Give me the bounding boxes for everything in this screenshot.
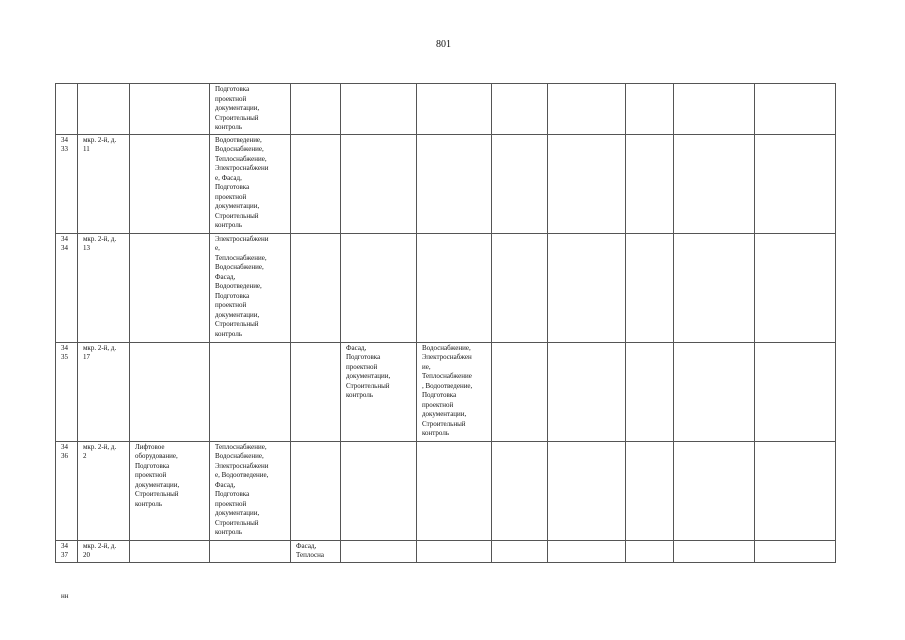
- works-cell-7: [417, 540, 492, 562]
- row-number-cell: [56, 441, 78, 540]
- cell-text-line: документации,: [215, 104, 260, 112]
- address-cell: [78, 134, 130, 233]
- empty-cell: [492, 540, 548, 562]
- empty-cell: [755, 540, 836, 562]
- works-cell-7: [417, 134, 492, 233]
- works-cell-3: [130, 84, 210, 135]
- empty-cell: [492, 84, 548, 135]
- footer-mark: нн: [61, 592, 69, 600]
- cell-text-line: 34: [61, 234, 68, 243]
- cell-text-line: 11: [83, 145, 90, 153]
- cell-text-line: Теплоснабжение,: [215, 154, 267, 163]
- cell-text-line: проектной: [215, 301, 247, 309]
- empty-cell: [755, 233, 836, 342]
- cell-text-line: 34: [61, 244, 68, 252]
- cell-text-line: проектной: [346, 362, 378, 371]
- cell-text-line: контроль: [215, 123, 243, 131]
- cell-text-line: ие,: [422, 362, 431, 371]
- cell-text-line: 34: [61, 541, 68, 550]
- cell-text-line: мкр. 2-й, д.: [83, 343, 117, 352]
- works-cell-6: [341, 134, 417, 233]
- cell-text-line: Строительный: [346, 381, 390, 390]
- cell-text-line: проектной: [135, 471, 167, 479]
- cell-text-line: 33: [61, 145, 68, 153]
- empty-cell: [674, 342, 755, 441]
- cell-text-line: 20: [83, 551, 90, 559]
- empty-cell: [626, 84, 674, 135]
- works-cell-3: [130, 342, 210, 441]
- cell-text-line: Теплоснабжение: [422, 372, 472, 380]
- cell-text-line: документации,: [346, 372, 391, 380]
- cell-text-line: Электроснабжени: [215, 234, 269, 243]
- empty-cell: [548, 342, 626, 441]
- cell-text-line: контроль: [422, 429, 450, 437]
- empty-cell: [492, 441, 548, 540]
- row-number-cell: [56, 134, 78, 233]
- works-cell-3: [130, 134, 210, 233]
- works-cell-3: [130, 233, 210, 342]
- works-cell-6: [341, 342, 417, 441]
- works-cell-3: [130, 540, 210, 562]
- address-cell: [78, 84, 130, 135]
- empty-cell: [548, 233, 626, 342]
- cell-text-line: е,: [215, 244, 220, 252]
- empty-cell: [674, 441, 755, 540]
- cell-text-line: Фасад,: [215, 480, 236, 489]
- cell-text-line: 34: [61, 135, 68, 144]
- cell-text-line: Строительный: [135, 490, 179, 498]
- works-cell-4: [210, 441, 291, 540]
- row-number-cell: [56, 540, 78, 562]
- cell-text-line: Подготовка: [422, 391, 457, 399]
- works-schedule-table: [55, 83, 836, 563]
- works-cell-6: [341, 540, 417, 562]
- cell-text-line: мкр. 2-й, д.: [83, 541, 117, 550]
- works-cell-4: [210, 84, 291, 135]
- cell-text-line: 17: [83, 353, 90, 361]
- cell-text-line: Подготовка: [135, 461, 170, 470]
- works-cell-4: [210, 233, 291, 342]
- works-cell-4: [210, 342, 291, 441]
- cell-text-line: Теплосна: [296, 551, 324, 559]
- empty-cell: [674, 84, 755, 135]
- cell-text-line: е, Фасад,: [215, 173, 242, 182]
- cell-text-line: мкр. 2-й, д.: [83, 442, 117, 451]
- cell-text-line: 34: [61, 442, 68, 451]
- cell-text-line: Электроснабжени: [215, 461, 269, 470]
- cell-text-line: Теплоснабжение,: [215, 253, 267, 262]
- cell-text-line: документации,: [422, 410, 467, 418]
- page-number: 801: [436, 39, 451, 50]
- cell-text-line: Строительный: [215, 518, 259, 527]
- row-number-cell: [56, 84, 78, 135]
- cell-text-line: Электроснабжен: [422, 353, 472, 361]
- cell-text-line: документации,: [215, 310, 260, 319]
- cell-text-line: 35: [61, 353, 68, 361]
- cell-text-line: Подготовка: [346, 353, 381, 361]
- empty-cell: [674, 540, 755, 562]
- works-cell-3: [130, 441, 210, 540]
- works-cell-7: [417, 84, 492, 135]
- cell-text-line: оборудование,: [135, 452, 178, 460]
- cell-text-line: мкр. 2-й, д.: [83, 135, 117, 144]
- works-cell-4: [210, 540, 291, 562]
- empty-cell: [626, 540, 674, 562]
- works-cell-5: [291, 441, 341, 540]
- cell-text-line: Подготовка: [215, 291, 250, 300]
- empty-cell: [626, 233, 674, 342]
- works-cell-6: [341, 84, 417, 135]
- works-cell-5: [291, 134, 341, 233]
- address-cell: [78, 233, 130, 342]
- cell-text-line: 34: [61, 343, 68, 352]
- cell-text-line: Фасад,: [215, 272, 236, 281]
- empty-cell: [755, 134, 836, 233]
- empty-cell: [626, 441, 674, 540]
- empty-cell: [674, 233, 755, 342]
- cell-text-line: Строительный: [215, 320, 259, 328]
- row-number-cell: [56, 233, 78, 342]
- table-row: [56, 342, 836, 441]
- cell-text-line: Строительный: [422, 419, 466, 428]
- works-cell-4: [210, 134, 291, 233]
- empty-cell: [626, 342, 674, 441]
- cell-text-line: Подготовка: [215, 490, 250, 498]
- cell-text-line: контроль: [346, 391, 374, 399]
- empty-cell: [674, 134, 755, 233]
- row-number-cell: [56, 342, 78, 441]
- cell-text-line: Электроснабжени: [215, 164, 269, 172]
- cell-text-line: 37: [61, 551, 68, 559]
- address-cell: [78, 342, 130, 441]
- address-cell: [78, 441, 130, 540]
- cell-text-line: Строительный: [215, 211, 259, 220]
- cell-text-line: 13: [83, 244, 90, 252]
- cell-text-line: контроль: [215, 528, 243, 536]
- table-row: [56, 540, 836, 562]
- cell-text-line: Водоснабжение,: [422, 343, 471, 352]
- empty-cell: [755, 342, 836, 441]
- cell-text-line: контроль: [215, 221, 243, 229]
- cell-text-line: Водоснабжение,: [215, 452, 264, 460]
- table-row: [56, 84, 836, 135]
- cell-text-line: проектной: [422, 400, 454, 409]
- empty-cell: [626, 134, 674, 233]
- address-cell: [78, 540, 130, 562]
- works-cell-5: [291, 233, 341, 342]
- empty-cell: [755, 84, 836, 135]
- cell-text-line: Фасад,: [296, 541, 317, 550]
- empty-cell: [492, 134, 548, 233]
- cell-text-line: Подготовка: [215, 85, 250, 93]
- cell-text-line: документации,: [135, 480, 180, 489]
- cell-text-line: Водоотведение,: [215, 282, 262, 290]
- cell-text-line: мкр. 2-й, д.: [83, 234, 117, 243]
- empty-cell: [492, 342, 548, 441]
- table-row: [56, 134, 836, 233]
- works-cell-5: [291, 84, 341, 135]
- works-cell-6: [341, 233, 417, 342]
- cell-text-line: Строительный: [215, 113, 259, 122]
- cell-text-line: проектной: [215, 499, 247, 508]
- works-cell-7: [417, 441, 492, 540]
- cell-text-line: Фасад,: [346, 343, 367, 352]
- cell-text-line: Теплоснабжение,: [215, 442, 267, 451]
- cell-text-line: 2: [83, 452, 87, 460]
- cell-text-line: контроль: [215, 329, 243, 338]
- empty-cell: [548, 441, 626, 540]
- empty-cell: [755, 441, 836, 540]
- cell-text-line: документации,: [215, 509, 260, 517]
- cell-text-line: проектной: [215, 192, 247, 201]
- empty-cell: [548, 540, 626, 562]
- cell-text-line: Водоснабжение,: [215, 263, 264, 271]
- works-cell-6: [341, 441, 417, 540]
- cell-text-line: Подготовка: [215, 183, 250, 191]
- cell-text-line: Водоснабжение,: [215, 145, 264, 153]
- cell-text-line: документации,: [215, 202, 260, 210]
- cell-text-line: проектной: [215, 94, 247, 103]
- cell-text-line: , Водоотведение,: [422, 381, 473, 390]
- empty-cell: [548, 84, 626, 135]
- works-cell-5: [291, 342, 341, 441]
- works-cell-7: [417, 233, 492, 342]
- works-cell-7: [417, 342, 492, 441]
- cell-text-line: Лифтовое: [135, 442, 165, 451]
- empty-cell: [492, 233, 548, 342]
- empty-cell: [548, 134, 626, 233]
- table-row: [56, 233, 836, 342]
- cell-text-line: е, Водоотведение,: [215, 471, 269, 479]
- cell-text-line: контроль: [135, 499, 163, 508]
- works-cell-5: [291, 540, 341, 562]
- table-row: [56, 441, 836, 540]
- cell-text-line: Водоотведение,: [215, 135, 262, 144]
- cell-text-line: 36: [61, 452, 68, 460]
